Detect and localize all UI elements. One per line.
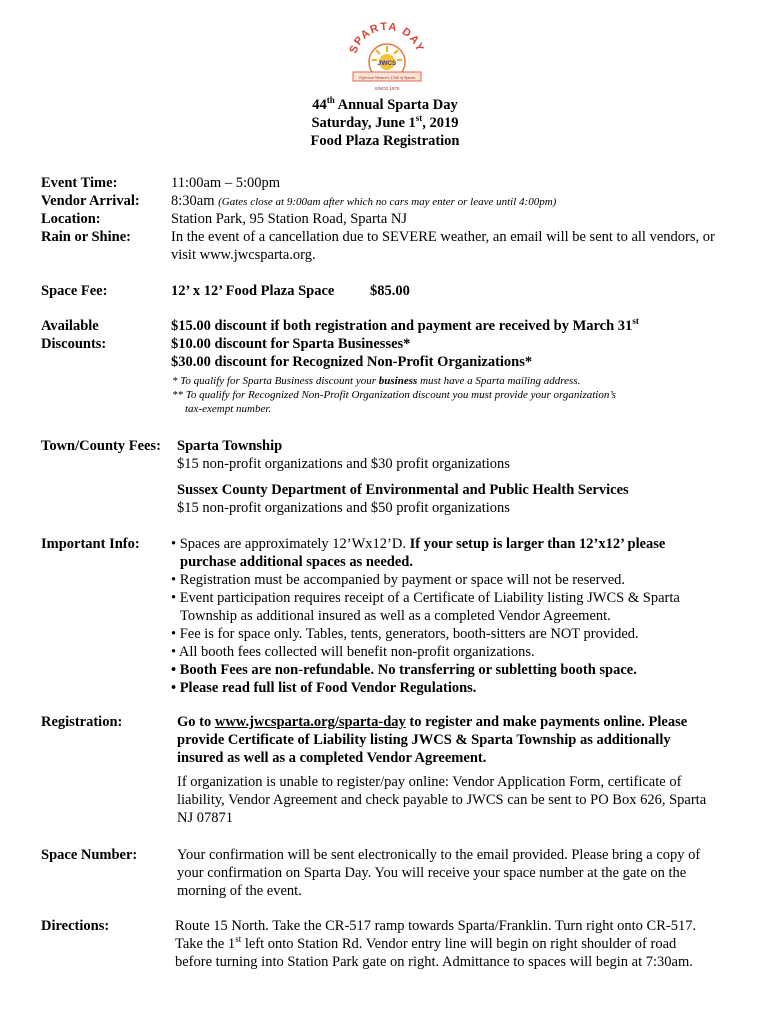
- discounts-label-line1: Available: [41, 318, 99, 334]
- reg-mail-1: If organization is unable to register/pay online: Vendor Application Form, certificate of: [177, 774, 682, 790]
- discounts-list: [171, 317, 639, 371]
- info-bullet-size: • Spaces are approximately 12’Wx12’D. If your setup is larger than 12’x12’ please: [171, 536, 666, 552]
- vendor-arrival-value: [171, 192, 556, 211]
- county-title: Sussex County Department of Environmental and Public Health Services: [177, 482, 629, 498]
- directions-line-3: before turning into Station Park gate on right. Admittance to spaces will begin at 7:30am.: [175, 954, 693, 970]
- logo-ribbon-text: Jefferson Women's Club of Sparta: [358, 75, 416, 80]
- directions-text: [175, 917, 696, 971]
- info-bullet-certificate-2: Township as additional insured as well as a completed Vendor Agreement.: [180, 608, 611, 624]
- town-county-fees-label: Town/County Fees:: [41, 438, 161, 454]
- info-bullet-space-only: • Fee is for space only. Tables, tents, generators, booth-sitters are NOT provided.: [171, 626, 639, 642]
- logo-arc-text: SPARTA DAY: [347, 22, 427, 56]
- discounts-label-line2: Discounts:: [41, 336, 107, 352]
- discount-nonprofit: $30.00 discount for Recognized Non-Profit Organizations*: [171, 354, 533, 370]
- info-bullet-certificate: • Event participation requires receipt of a Certificate of Liability listing JWCS & Sparta: [171, 590, 680, 606]
- discount-note-nonprofit-2: tax-exempt number.: [185, 403, 272, 415]
- reg-line-2: provide Certificate of Liability listing JWCS & Sparta Township as additionally: [177, 732, 671, 748]
- registration-label: Registration:: [41, 714, 123, 730]
- space-fee-label: Space Fee:: [41, 283, 108, 299]
- discount-note-nonprofit: ** To qualify for Recognized Non-Profit Organization discount you must provide your organization’s: [172, 389, 616, 401]
- arrival-note: (Gates close at 9:00am after which no cars may enter or leave until 4:00pm): [218, 196, 557, 208]
- space-fee-item: 12’ x 12’ Food Plaza Space: [171, 283, 335, 299]
- page-title-block: [0, 96, 770, 150]
- registration-mail: [177, 773, 706, 827]
- title-line-anniversary: 44th Annual Sparta Day: [312, 95, 458, 113]
- location-value: Station Park, 95 Station Road, Sparta NJ: [171, 211, 408, 227]
- logo-emblem-icon: [341, 22, 433, 94]
- directions-label: Directions:: [41, 918, 110, 934]
- info-bullet-benefit: • All booth fees collected will benefit non-profit organizations.: [171, 644, 535, 660]
- space-number-label: Space Number:: [41, 847, 138, 863]
- event-time-value: 11:00am – 5:00pm: [171, 175, 281, 191]
- county-fees: [177, 481, 629, 517]
- title-line-date: Saturday, June 1st, 2019: [311, 113, 459, 131]
- discount-notes: [172, 374, 616, 416]
- township-title: Sparta Township: [177, 438, 283, 454]
- directions-line-2: Take the 1st left onto Station Rd. Vendor entry line will begin on right shoulder of road: [175, 934, 677, 952]
- vendor-arrival-label: Vendor Arrival:: [41, 193, 140, 209]
- discounts-label: [41, 317, 106, 353]
- reg-mail-3: NJ 07871: [177, 810, 233, 826]
- space-number-text: [177, 846, 700, 900]
- space-number-line-1: Your confirmation will be sent electronically to the email provided. Please bring a copy of: [177, 847, 701, 863]
- rain-line-1: In the event of a cancellation due to SEVERE weather, an email will be sent to all vendors, or: [171, 229, 715, 245]
- info-bullet-size-2: purchase additional spaces as needed.: [180, 554, 413, 570]
- reg-post: to register and make payments online. Please: [405, 714, 688, 730]
- discount-business: $10.00 discount for Sparta Businesses*: [171, 336, 411, 352]
- reg-go-to: Go to: [177, 714, 215, 730]
- space-number-line-2: your confirmation on Sparta Day. You will receive your space number at the gate on the: [177, 865, 687, 881]
- logo-since-text: SINCE 1976: [374, 86, 400, 91]
- space-fee-price: $85.00: [370, 283, 410, 299]
- info-bullet-payment: • Registration must be accompanied by payment or space will not be reserved.: [171, 572, 626, 588]
- event-time-label: Event Time:: [41, 175, 118, 191]
- reg-mail-2: liability, Vendor Agreement and check payable to JWCS can be sent to PO Box 626, Sparta: [177, 792, 707, 808]
- rain-line-2: visit www.jwcsparta.org.: [171, 247, 316, 263]
- registration-online: [177, 713, 687, 767]
- info-bullet-nonrefundable: • Booth Fees are non-refundable. No transferring or subletting booth space.: [171, 662, 637, 678]
- township-fees: [177, 437, 510, 473]
- sparta-day-logo: [341, 22, 433, 94]
- location-label: Location:: [41, 211, 101, 227]
- space-number-line-3: morning of the event.: [177, 883, 302, 899]
- arrival-time: 8:30am: [171, 193, 215, 209]
- discount-early: $15.00 discount if both registration and payment are received by March 31st: [171, 316, 639, 334]
- important-info-label: Important Info:: [41, 536, 140, 552]
- county-detail: $15 non-profit organizations and $50 profit organizations: [177, 500, 510, 516]
- directions-line-1: Route 15 North. Take the CR-517 ramp towards Sparta/Franklin. Turn right onto CR-517.: [175, 918, 697, 934]
- info-bullet-regulations: • Please read full list of Food Vendor Regulations.: [171, 680, 477, 696]
- logo-org-text: JWCS: [377, 60, 397, 67]
- rain-or-shine-value: [171, 228, 715, 264]
- title-line-registration: Food Plaza Registration: [310, 133, 460, 149]
- registration-link[interactable]: www.jwcsparta.org/sparta-day: [214, 714, 406, 730]
- township-detail: $15 non-profit organizations and $30 profit organizations: [177, 456, 510, 472]
- reg-line-3: insured as well as a completed Vendor Agreement.: [177, 750, 487, 766]
- rain-or-shine-label: Rain or Shine:: [41, 229, 131, 245]
- discount-note-business: * To qualify for Sparta Business discount your business must have a Sparta mailing address.: [172, 375, 581, 387]
- important-info-list: [171, 535, 680, 697]
